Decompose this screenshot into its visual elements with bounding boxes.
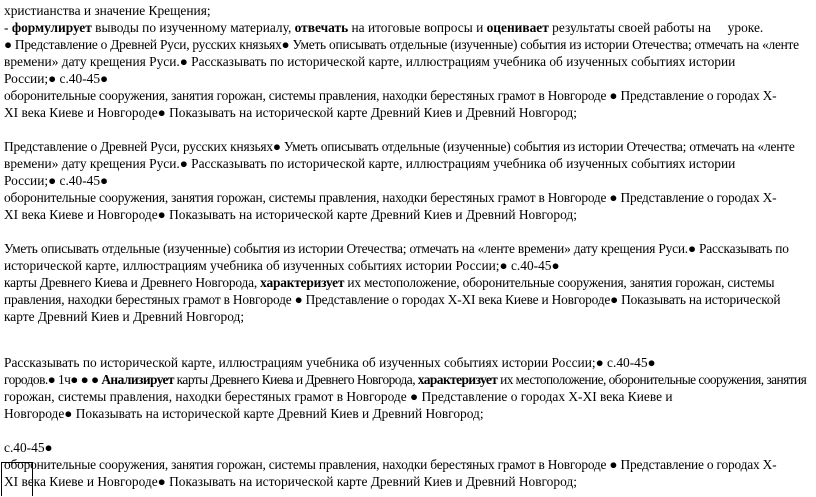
text-line: горожан, системы правления, находки берестяных грамот в Новгороде ● Представление о городах X-XI века Киеве и <box>4 389 673 404</box>
text-line: XI века Киеве и Новгороде● Показывать на исторической карте Древний Киев и Древний Новгород; <box>4 105 577 120</box>
text-block-2 <box>4 138 810 223</box>
term-otvechat: отвечать <box>294 20 349 35</box>
text-block-5 <box>4 439 810 490</box>
term-formuliruet: формулирует <box>11 20 92 35</box>
text-line: России;● с.40-45● <box>4 71 109 86</box>
text-line: с.40-45● <box>4 440 53 455</box>
text-line: Представление о Древней Руси, русских князьях● Уметь описывать отдельные (изученные) события из истории Отечества; отмечать на «ленте <box>4 139 795 154</box>
text-line-bold-terms: карты Древнего Киева и Древнего Новгорода, характеризует их местоположение, оборонительные сооружения, занятия горожан, системы <box>4 275 775 290</box>
term-analiziruet: Анализирует <box>101 372 174 387</box>
table-cell-frame <box>1 462 33 496</box>
text-line: времени» дату крещения Руси.● Рассказывать по исторической карте, иллюстрациям учебника об изученных событиях истории <box>4 54 736 69</box>
text-line-bold-terms: - формулирует выводы по изученному материалу, отвечать на итоговые вопросы и оценивает результаты своей работы на уроке. <box>4 20 764 35</box>
text-line: исторической карте, иллюстрациям учебника об изученных событиях истории России;● с.40-45● <box>4 258 560 273</box>
text-line: Новгороде● Показывать на исторической карте Древний Киев и Древний Новгород; <box>4 406 484 421</box>
text-line: правления, находки берестяных грамот в Новгороде ● Представление о городах X-XI века Киеве и Новгороде● Показывать на исторической <box>4 292 781 307</box>
text-line: времени» дату крещения Руси.● Рассказывать по исторической карте, иллюстрациям учебника об изученных событиях истории <box>4 156 736 171</box>
document-body <box>4 2 810 490</box>
text-line: оборонительные сооружения, занятия горожан, системы правления, находки берестяных грамот в Новгороде ● Представление о городах X- <box>4 190 777 205</box>
text-line-bold-terms: городов.● 1ч● ● ● Анализирует карты Древнего Киева и Древнего Новгорода, характеризует их местоположение, оборонительные сооружения, занятия <box>4 372 807 387</box>
spacer <box>4 422 810 439</box>
spacer <box>4 325 810 342</box>
text-line: карте Древний Киев и Древний Новгород; <box>4 309 245 324</box>
spacer <box>4 342 810 354</box>
spacer <box>4 223 810 240</box>
text-line: XI века Киеве и Новгороде● Показывать на исторической карте Древний Киев и Древний Новгород; <box>4 207 577 222</box>
text-line: оборонительные сооружения, занятия горожан, системы правления, находки берестяных грамот в Новгороде ● Представление о городах X- <box>4 457 777 472</box>
text-line: XI века Киеве и Новгороде● Показывать на исторической карте Древний Киев и Древний Новгород; <box>4 474 577 489</box>
text-block-3 <box>4 240 810 325</box>
spacer <box>4 121 810 138</box>
text-block-1 <box>4 2 810 121</box>
text-line: христианства и значение Крещения; <box>4 3 211 18</box>
term-harakterizuet: характеризует <box>417 372 498 387</box>
text-line: России;● с.40-45● <box>4 173 109 188</box>
text-line: Рассказывать по исторической карте, иллюстрациям учебника об изученных событиях истории России;● с.40-45● <box>4 355 656 370</box>
text-block-4 <box>4 354 810 422</box>
text-line: оборонительные сооружения, занятия горожан, системы правления, находки берестяных грамот в Новгороде ● Представление о городах X- <box>4 88 777 103</box>
text-line: Уметь описывать отдельные (изученные) события из истории Отечества; отмечать на «ленте времени» дату крещения Руси.● Рассказывать по <box>4 241 789 256</box>
term-otsenivaet: оценивает <box>486 20 549 35</box>
text-line: ● Представление о Древней Руси, русских князьях● Уметь описывать отдельные (изученные) события из истории Отечества; отмечать на «ленте <box>4 37 799 52</box>
term-harakterizuet: характеризует <box>260 275 345 290</box>
